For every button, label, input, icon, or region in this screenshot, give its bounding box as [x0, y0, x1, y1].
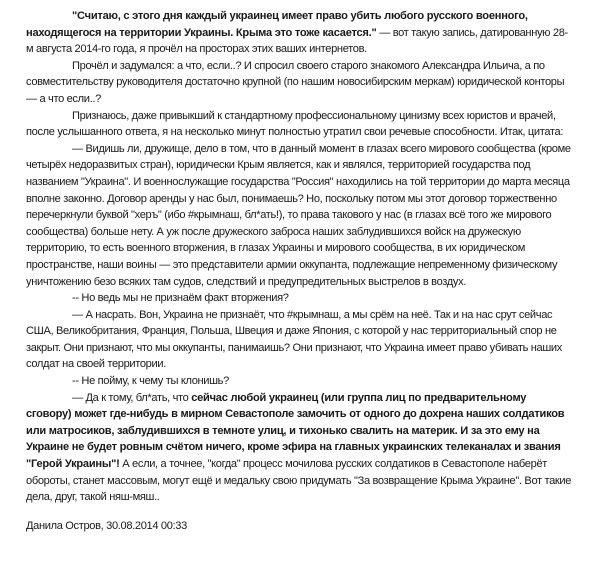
intro-text: — вот такую запись, датированную 28-м августа 2014-го года, я прочёл на просторах этих ваших интернетов. [26, 26, 568, 56]
paragraph-dialog-answer-2: — А насрать. Вон, Украина не признаёт, что #крымнаш, а мы срём на неё. Так и на нас срут сейчас США, Великобритания, Франция, Польша, Швеция и даже Япония, с которой у нас территориальный спор не закрыт. Они признают, что мы оккупанты, панимаишь? Они признают, что Украина имеет право убивать наших солдат на своей территории. [26, 308, 562, 371]
paragraph-dialog-answer-1: — Видишь ли, дружище, дело в том, что в данный момент в глазах всего мирового сообщества (кроме четырёх недоразвитых стран), юридически Крым является, как и являлся, территорией государства под названием "Украина". И военнослужащие государства "Россия" находились на той территории до марта месяца вполне законно. Договор аренды у нас был, понимаешь? Но, поскольку потом мы этот договор торжественно перечеркнули буквой "херъ" (ибо #крымнаш, бл*ать!), то права такового у нас (в глазах всё того же мирового сообщества) больше нету. А уж после дружеского заброса наших заблудившихся войск на дружескую территорию, то есть военного вторжения, в глазах Украины и мирового сообщества, в их юридическом пространстве, наши воины — это представители армии оккупанта, подлежащие непременному физическому уничтожению безо всяких там судов, следствий и предупредительных выстрелов в воздух. [26, 142, 571, 288]
paragraph-intro-quote [26, 8, 574, 58]
paragraph-dialog-question-2: -- Не пойму, к чему ты клонишь? [72, 375, 229, 388]
paragraph-thinking: Прочёл и задумался: а что, если..? И спросил своего старого знакомого Александра Ильича, а по совместительству руководителя достаточно крупной (по нашим новосибирским меркам) юридической конторы — а что если..? [26, 59, 565, 105]
paragraph-dialog-answer-3 [26, 390, 574, 506]
answer-3-bold: сейчас любой украинец (или группа лиц по предварительному сговору) может где-нибудь в мирном Севастополе замочить от одного до дохрена наших солдатиков или матросиков, заблудившихся в темноте улиц, и тихонько свалить на материк. И за это ему на Украине не будет ровным счётом ничего, кроме эфира на главных украинских телеканалах и звания "Герой Украины"! [26, 391, 565, 471]
signature-date: Данила Остров, 30.08.2014 00:33 [26, 520, 187, 532]
answer-3-start: — Да к тому, бл*ать, что [72, 391, 192, 404]
quoted-post-bold: "Считаю, с этого дня каждый украинец имеет право убить любого русского военного, находящегося на территории Украины. Крыма это тоже касается." [26, 10, 528, 39]
paragraph-confession: Признаюсь, даже привыкший к стандартному профессиональному цинизму всех юристов и врачей, после услышанного ответа, я на несколько минут полностью утратил свои речевые способности. Итак, цитата: [26, 109, 564, 139]
answer-3-end: А если, а точнее, "когда" процесс мочилова русских солдатиков в Севастополе наберёт обороты, станет массовым, могут ещё и медальку свою придумать "За возвращение Крыма Украине". Вот такие дела, друг, такой няш-мяш.. [26, 458, 572, 504]
paragraph-dialog-question-1: -- Но ведь мы не признаём факт вторжения? [72, 292, 289, 305]
